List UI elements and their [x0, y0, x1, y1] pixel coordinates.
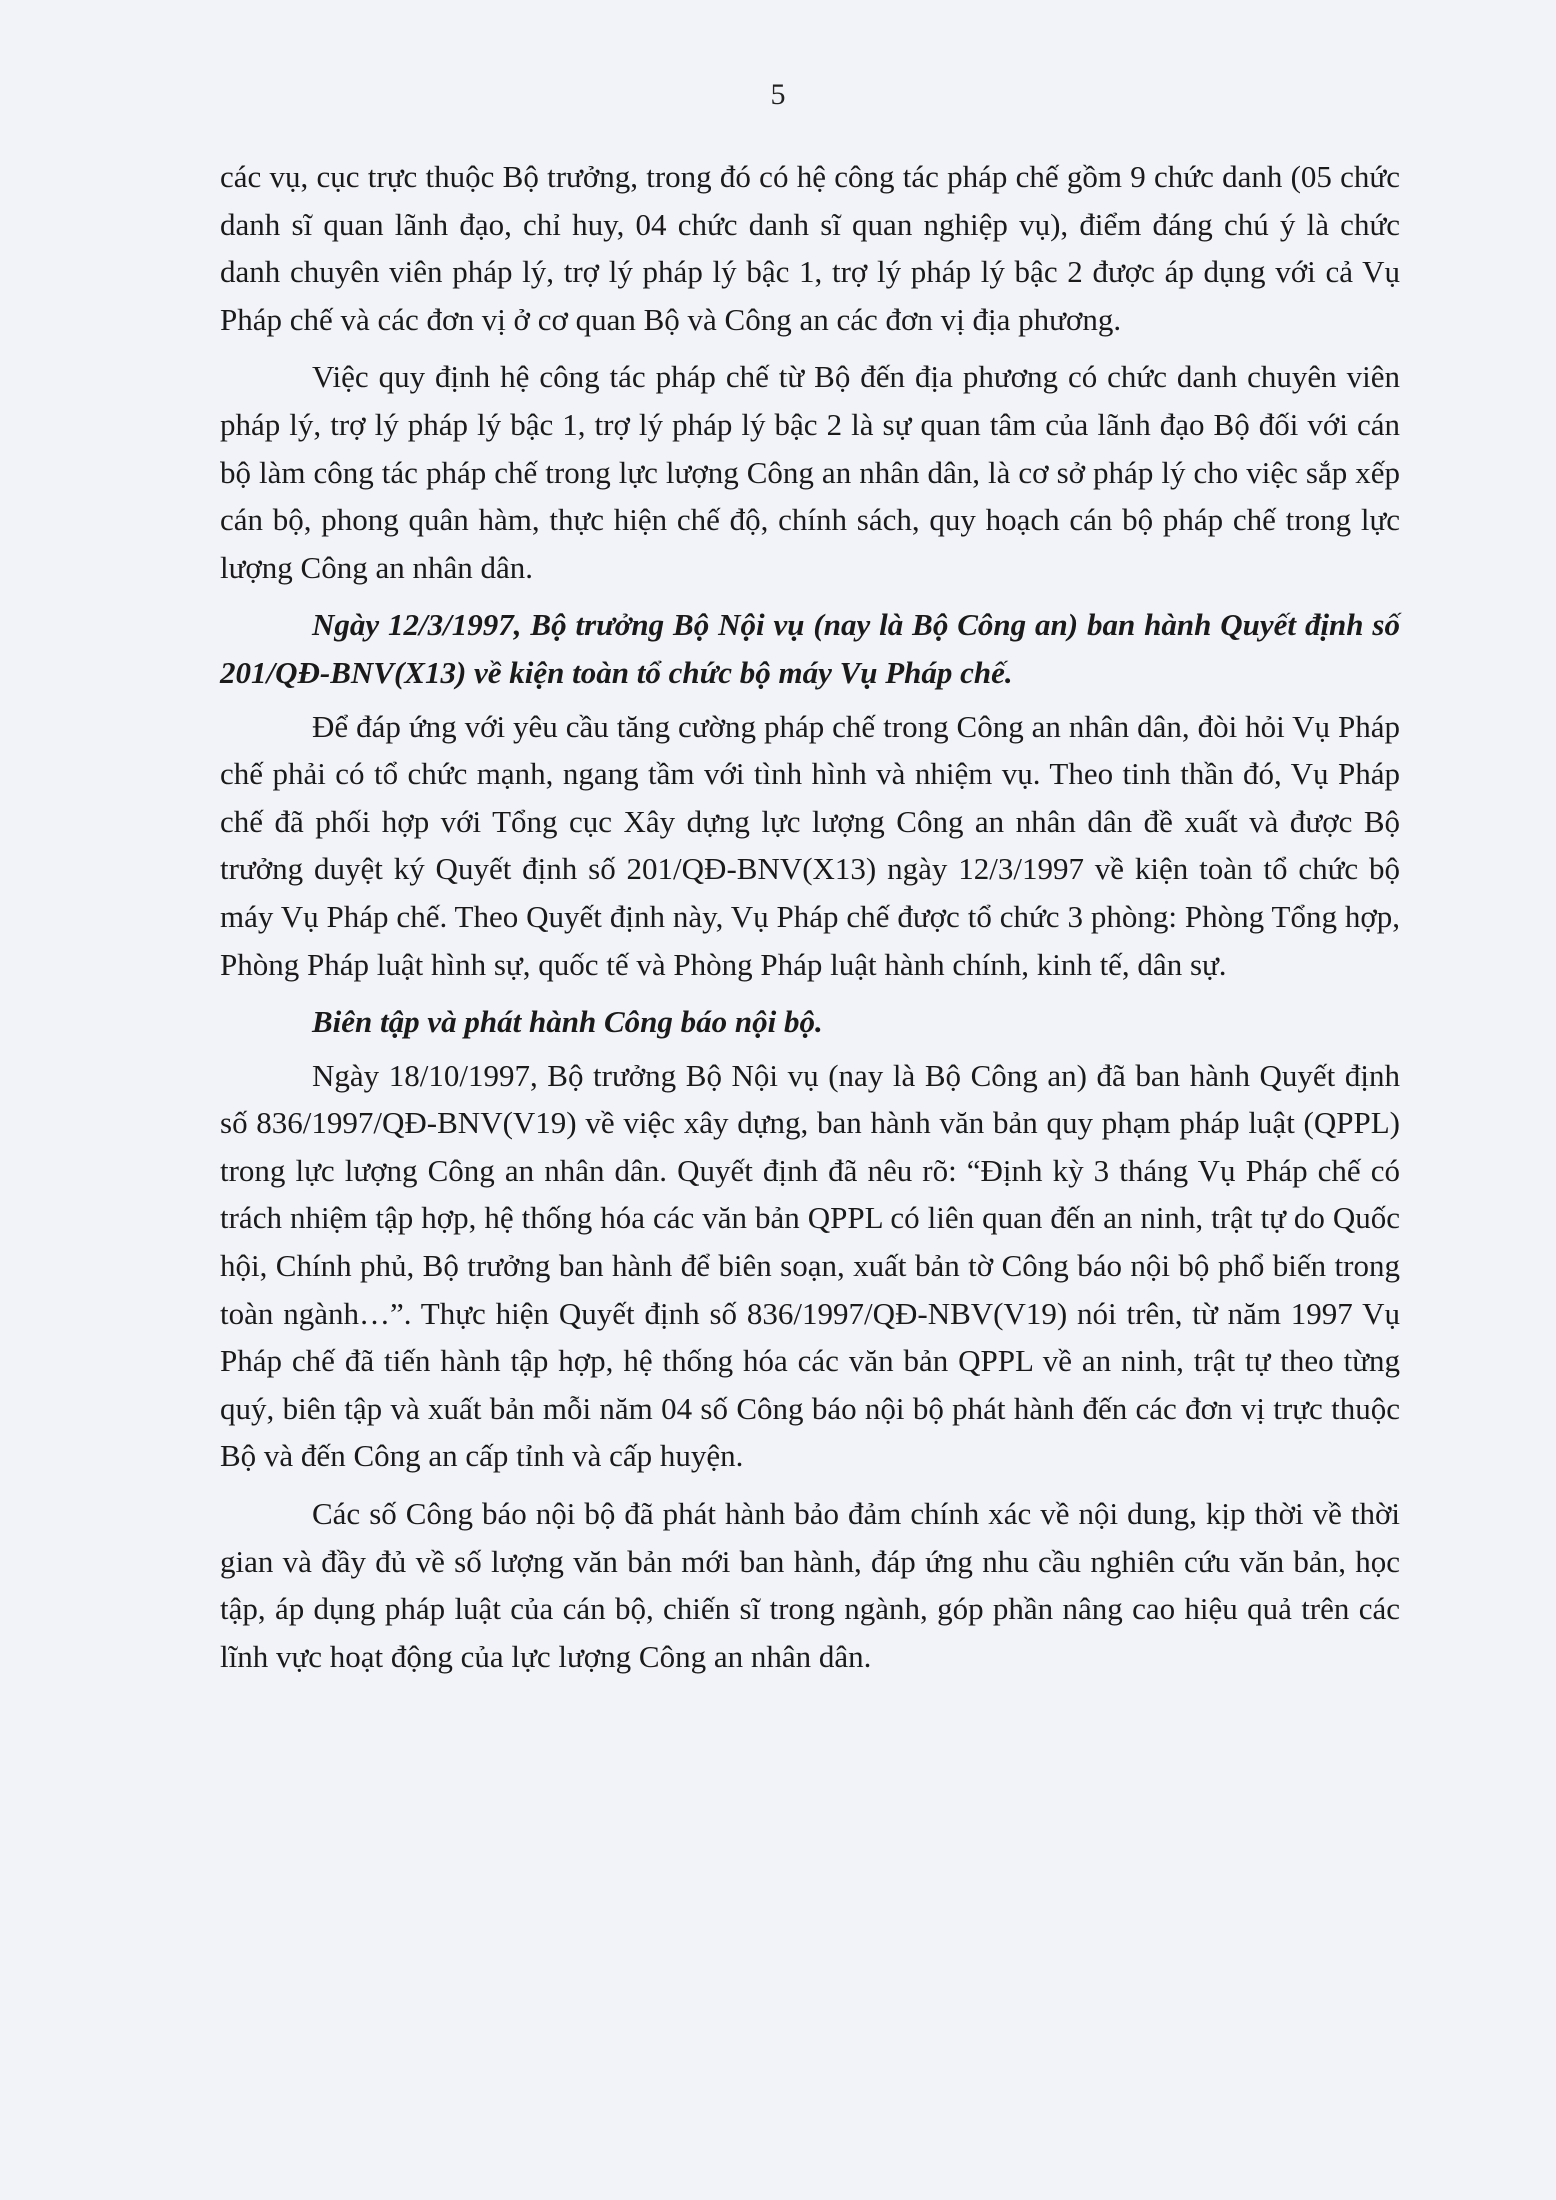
- paragraph: Việc quy định hệ công tác pháp chế từ Bộ đến địa phương có chức danh chuyên viên pháp lý, trợ lý pháp lý bậc 1, trợ lý pháp lý bậc 2 là sự quan tâm của lãnh đạo Bộ đối với cán bộ làm công tác pháp chế trong lực lượng Công an nhân dân, là cơ sở pháp lý cho việc sắp xếp cán bộ, phong quân hàm, thực hiện chế độ, chính sách, quy hoạch cán bộ pháp chế trong lực lượng Công an nhân dân.: [220, 359, 1400, 585]
- paragraph: Các số Công báo nội bộ đã phát hành bảo đảm chính xác về nội dung, kịp thời về thời gian và đầy đủ về số lượng văn bản mới ban hành, đáp ứng nhu cầu nghiên cứu văn bản, học tập, áp dụng pháp luật của cán bộ, chiến sĩ trong ngành, góp phần nâng cao hiệu quả trên các lĩnh vực hoạt động của lực lượng Công an nhân dân.: [220, 1496, 1400, 1674]
- section-heading: Ngày 12/3/1997, Bộ trưởng Bộ Nội vụ (nay là Bộ Công an) ban hành Quyết định số 201/QĐ-BNV(X13) về kiện toàn tổ chức bộ máy Vụ Pháp chế.: [220, 607, 1400, 690]
- paragraph: Ngày 18/10/1997, Bộ trưởng Bộ Nội vụ (nay là Bộ Công an) đã ban hành Quyết định số 836/1997/QĐ-BNV(V19) về việc xây dựng, ban hành văn bản quy phạm pháp luật (QPPL) trong lực lượng Công an nhân dân. Quyết định đã nêu rõ: “Định kỳ 3 tháng Vụ Pháp chế có trách nhiệm tập hợp, hệ thống hóa các văn bản QPPL có liên quan đến an ninh, trật tự do Quốc hội, Chính phủ, Bộ trưởng ban hành để biên soạn, xuất bản tờ Công báo nội bộ phổ biến trong toàn ngành…”. Thực hiện Quyết định số 836/1997/QĐ-NBV(V19) nói trên, từ năm 1997 Vụ Pháp chế đã tiến hành tập hợp, hệ thống hóa các văn bản QPPL về an ninh, trật tự theo từng quý, biên tập và xuất bản mỗi năm 04 số Công báo nội bộ phát hành đến các đơn vị trực thuộc Bộ và đến Công an cấp tỉnh và cấp huyện.: [220, 1057, 1400, 1474]
- paragraph: Để đáp ứng với yêu cầu tăng cường pháp chế trong Công an nhân dân, đòi hỏi Vụ Pháp chế phải có tổ chức mạnh, ngang tầm với tình hình và nhiệm vụ. Theo tinh thần đó, Vụ Pháp chế đã phối hợp với Tổng cục Xây dựng lực lượng Công an nhân dân đề xuất và được Bộ trưởng duyệt ký Quyết định số 201/QĐ-BNV(X13) ngày 12/3/1997 về kiện toàn tổ chức bộ máy Vụ Pháp chế. Theo Quyết định này, Vụ Pháp chế được tổ chức 3 phòng: Phòng Tổng hợp, Phòng Pháp luật hình sự, quốc tế và Phòng Pháp luật hành chính, kinh tế, dân sự.: [220, 708, 1400, 982]
- section-heading: Biên tập và phát hành Công báo nội bộ.: [312, 1004, 823, 1040]
- page-number: 5: [770, 78, 786, 111]
- document-body: [220, 153, 1400, 1690]
- paragraph-continuation: các vụ, cục trực thuộc Bộ trưởng, trong đó có hệ công tác pháp chế gồm 9 chức danh (05 chức danh sĩ quan lãnh đạo, chỉ huy, 04 chức danh sĩ quan nghiệp vụ), điểm đáng chú ý là chức danh chuyên viên pháp lý, trợ lý pháp lý bậc 1, trợ lý pháp lý bậc 2 được áp dụng với cả Vụ Pháp chế và các đơn vị ở cơ quan Bộ và Công an các đơn vị địa phương.: [220, 159, 1400, 337]
